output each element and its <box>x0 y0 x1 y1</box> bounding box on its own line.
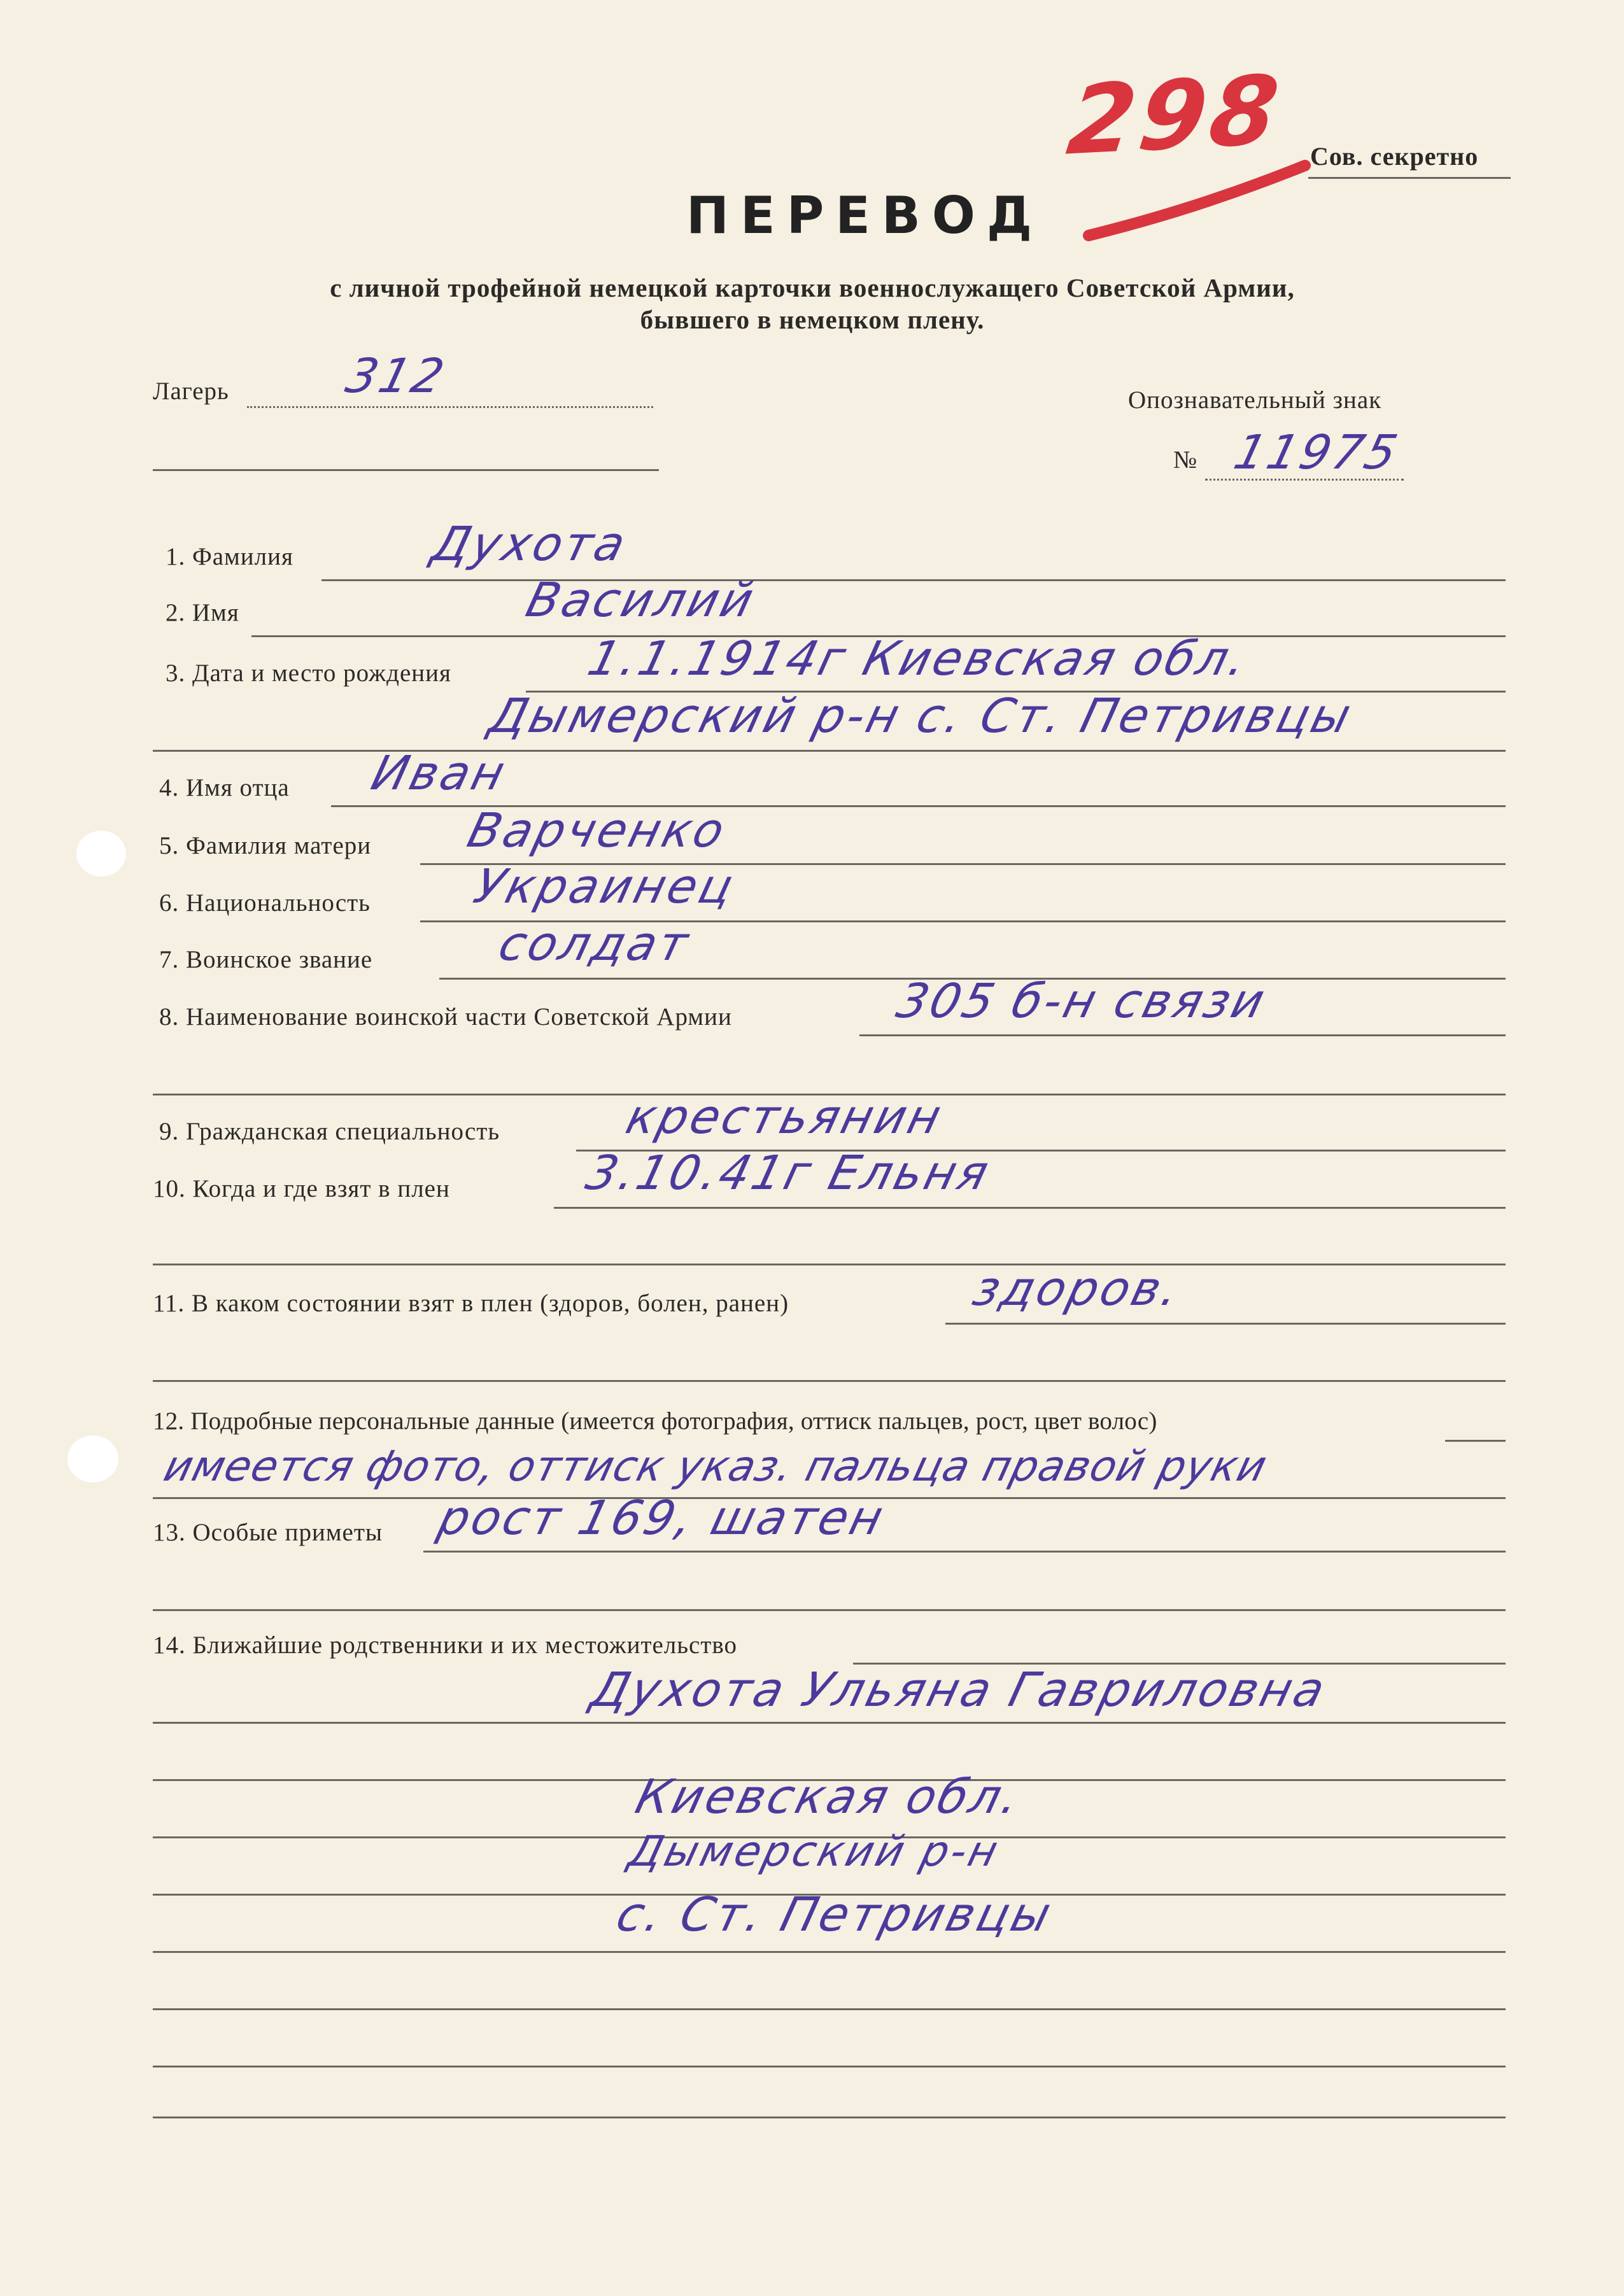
field-unit-value: 305 б-н связи <box>891 974 1273 1029</box>
field-surname-line <box>321 579 1506 581</box>
camp-line-2 <box>153 469 659 471</box>
field-surname-label: 1. Фамилия <box>166 543 293 570</box>
field-condition-value: здоров. <box>968 1262 1187 1316</box>
field-marks-line-2 <box>153 1609 1506 1611</box>
field-marks-label: 13. Особые приметы <box>153 1519 383 1546</box>
field-father-label: 4. Имя отца <box>159 774 290 801</box>
field-condition-label: 11. В каком состоянии взят в плен (здоров, болен, ранен) <box>153 1290 789 1317</box>
field-unit-label: 8. Наименование воинской части Советской Армии <box>159 1003 732 1031</box>
field-mother-label: 5. Фамилия матери <box>159 832 372 859</box>
field-nationality-value: Украинец <box>469 859 741 914</box>
field-relatives-line-2 <box>153 1722 1506 1724</box>
red-pencil-stroke <box>1089 166 1305 236</box>
field-birth-value-2: Дымерский р-н с. Ст. Петривцы <box>484 689 1359 743</box>
document-subtitle-line1: с личной трофейной немецкой карточки военнослужащего Советской Армии, <box>330 273 1295 302</box>
field-relatives-value-3: Дымерский р-н <box>624 1827 1005 1876</box>
field-condition-line <box>945 1323 1506 1325</box>
document-title: ПЕРЕВОД <box>686 186 1044 245</box>
field-profession-value: крестьянин <box>621 1090 949 1144</box>
field-birth-label: 3. Дата и место рождения <box>166 659 451 687</box>
red-underline-stroke <box>1082 159 1311 248</box>
field-name-value: Василий <box>521 573 761 628</box>
camp-label: Лагерь <box>153 377 229 405</box>
field-unit-line <box>859 1034 1506 1036</box>
field-relatives-line-8 <box>153 2066 1506 2067</box>
field-captured-line-2 <box>153 1264 1506 1265</box>
field-personal-data-line <box>1445 1440 1506 1442</box>
field-nationality-label: 6. Национальность <box>159 889 371 917</box>
field-relatives-line-9 <box>153 2116 1506 2118</box>
field-name-label: 2. Имя <box>166 599 239 626</box>
field-relatives-value-2: Киевская обл. <box>630 1770 1027 1824</box>
document-subtitle-line2: бывшего в немецком плену. <box>640 305 985 334</box>
field-personal-data-value: имеется фото, оттиск указ. пальца правой руки <box>159 1442 1273 1491</box>
field-relatives-line-7 <box>153 2008 1506 2010</box>
id-mark-number-sign: № <box>1173 446 1198 474</box>
field-birth-value: 1.1.1914г Киевская обл. <box>583 631 1255 686</box>
handwritten-number: 298 <box>1061 55 1289 177</box>
field-marks-value: рост 169, шатен <box>433 1491 891 1546</box>
field-rank-label: 7. Воинское звание <box>159 946 373 973</box>
field-captured-label: 10. Когда и где взят в плен <box>153 1175 450 1202</box>
secrecy-underline <box>1308 177 1511 179</box>
camp-value: 312 <box>341 349 452 404</box>
secrecy-stamp: Сов. секретно <box>1310 142 1479 171</box>
id-mark-value: 11975 <box>1229 425 1405 480</box>
field-father-value: Иван <box>366 746 513 801</box>
field-captured-line <box>554 1207 1506 1209</box>
field-captured-value: 3.10.41г Ельня <box>581 1146 996 1201</box>
punch-hole-lower <box>67 1435 118 1483</box>
field-condition-line-2 <box>153 1380 1506 1382</box>
punch-hole-upper <box>76 831 126 877</box>
field-personal-data-label: 12. Подробные персональные данные (имеется фотография, оттиск пальцев, рост, цвет волос) <box>153 1407 1157 1435</box>
field-relatives-label: 14. Ближайшие родственники и их местожительство <box>153 1631 738 1659</box>
field-profession-label: 9. Гражданская специальность <box>159 1118 500 1145</box>
field-mother-value: Варченко <box>462 803 733 858</box>
field-relatives-value-4: с. Ст. Петривцы <box>611 1887 1059 1942</box>
field-birth-line-2 <box>153 750 1506 752</box>
field-relatives-value-1: Духота Ульяна Гавриловна <box>586 1663 1333 1717</box>
field-relatives-line-6 <box>153 1951 1506 1953</box>
field-marks-line <box>423 1551 1506 1553</box>
field-rank-value: солдат <box>493 917 696 971</box>
field-surname-value: Духота <box>427 517 633 572</box>
camp-line <box>247 406 653 408</box>
id-mark-label: Опознавательный знак <box>1128 386 1382 414</box>
